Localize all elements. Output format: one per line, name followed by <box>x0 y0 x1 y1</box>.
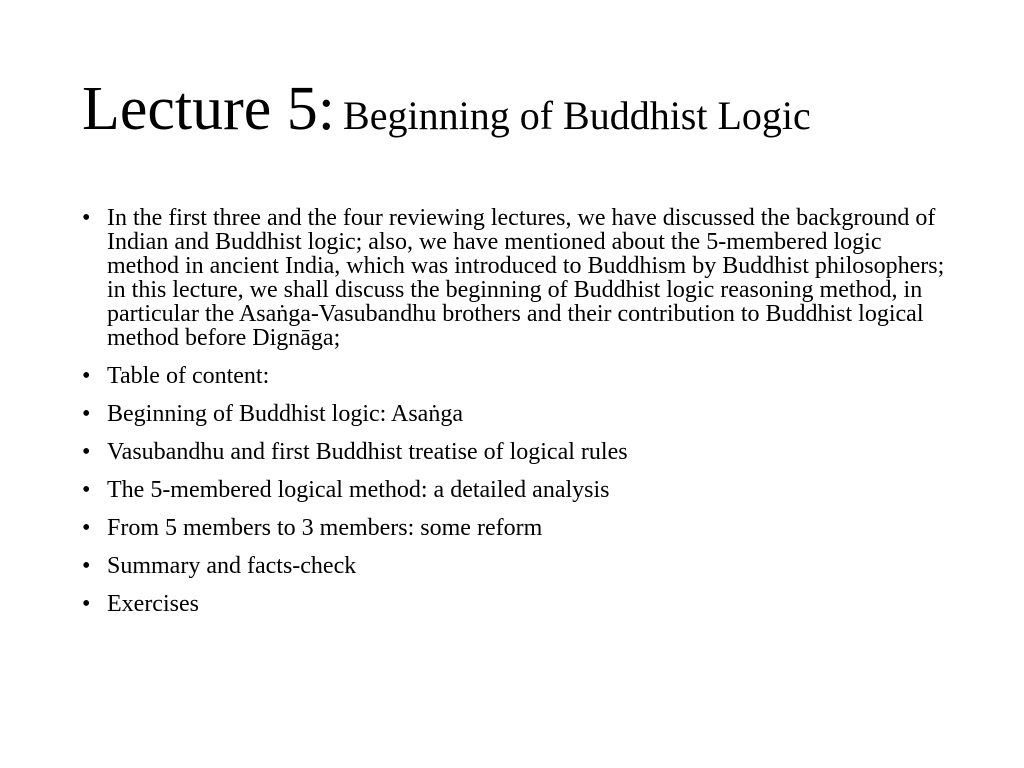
bullet-item-asanga <box>82 402 952 426</box>
bullet-dot-icon: • <box>82 477 91 503</box>
bullet-dot-icon: • <box>82 363 91 389</box>
bullet-item-table-of-content <box>82 364 952 388</box>
bullet-text: Table of content: <box>107 363 270 389</box>
bullet-text: The 5-membered logical method: a detailed analysis <box>107 477 610 503</box>
slide-title <box>82 75 811 143</box>
bullet-text: From 5 members to 3 members: some reform <box>107 515 543 541</box>
bullet-text: Vasubandhu and first Buddhist treatise of logical rules <box>107 439 628 465</box>
slide-title-subtitle: Beginning of Buddhist Logic <box>343 93 811 138</box>
bullet-dot-icon: • <box>82 515 91 541</box>
bullet-dot-icon: • <box>82 591 91 617</box>
bullet-dot-icon: • <box>82 205 91 231</box>
bullet-item-intro <box>82 206 952 350</box>
bullet-text: Summary and facts-check <box>107 553 357 579</box>
bullet-text: Exercises <box>107 591 199 617</box>
bullet-dot-icon: • <box>82 439 91 465</box>
bullet-item-exercises <box>82 592 952 616</box>
slide-title-main: Lecture 5: <box>82 75 336 143</box>
bullet-text: In the first three and the four reviewing lectures, we have discussed the background of Indian and Buddhist logic; also, we have mentioned about the 5-membered logic method in ancient India, which was introduced to Buddhism by Buddhist philosophers; in this lecture, we shall discuss the beginning of Buddhist logic reasoning method, in particular the Asaṅga-Vasubandhu brothers and their contribution to Buddhist logical method before Dignāga; <box>107 205 945 351</box>
bullet-dot-icon: • <box>82 553 91 579</box>
bullet-item-reform <box>82 516 952 540</box>
bullet-list <box>82 206 952 616</box>
bullet-item-five-membered-method <box>82 478 952 502</box>
bullet-dot-icon: • <box>82 401 91 427</box>
bullet-item-summary <box>82 554 952 578</box>
bullet-text: Beginning of Buddhist logic: Asaṅga <box>107 401 463 427</box>
bullet-item-vasubandhu <box>82 440 952 464</box>
